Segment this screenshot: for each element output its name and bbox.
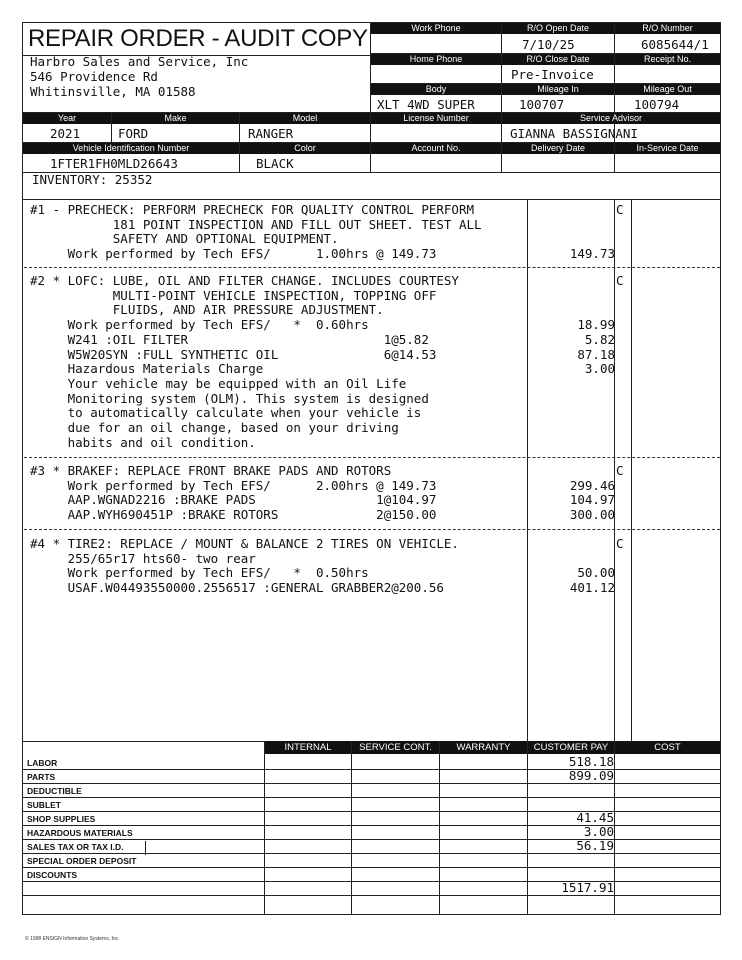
totals-row-divider — [22, 895, 720, 896]
job-line: to automatically calculate when your vehicle is — [30, 405, 422, 421]
col-warranty-header: WARRANTY — [440, 741, 527, 754]
ro-open-date-value: 7/10/25 — [522, 37, 575, 52]
job-line-amount: 104.97 — [569, 492, 615, 508]
job-line-amount: 50.00 — [577, 565, 615, 581]
job-line-amount: 300.00 — [569, 507, 615, 523]
ro-open-date-label: R/O Open Date — [502, 23, 614, 34]
job-line: MULTI-POINT VEHICLE INSPECTION, TOPPING OFF — [30, 287, 437, 303]
work-phone-label: Work Phone — [371, 23, 501, 34]
job-line: #2 * LOFC: LUBE, OIL AND FILTER CHANGE. INCLUDES COURTESY — [30, 273, 459, 288]
job-line: AAP.WGNAD2216 :BRAKE PADS 1@104.97 — [30, 492, 437, 508]
job-line-amount: 3.00 — [584, 361, 615, 377]
totals-row-label: HAZARDOUS MATERIALS — [27, 828, 133, 838]
inventory-number: INVENTORY: 25352 — [32, 172, 153, 187]
totals-row-divider — [22, 881, 720, 882]
service-advisor-value: GIANNA BASSIGNANI — [510, 126, 638, 141]
totals-customer-pay-value: 41.45 — [576, 810, 614, 825]
job-line: 181 POINT INSPECTION AND FILL OUT SHEET. TEST ALL — [30, 216, 482, 232]
job-line: Hazardous Materials Charge — [30, 361, 264, 377]
dealer-address-line1: 546 Providence Rd — [30, 69, 158, 84]
make-value: FORD — [118, 126, 149, 141]
job-line-amount: 401.12 — [569, 580, 615, 596]
totals-customer-pay-value: 1517.91 — [561, 880, 614, 895]
job-line-amount: 18.99 — [577, 317, 615, 333]
totals-row-label: DISCOUNTS — [27, 870, 78, 880]
in-service-date-label: In-Service Date — [615, 143, 720, 154]
job-line: #1 - PRECHECK: PERFORM PRECHECK FOR QUALITY CONTROL PERFORM — [30, 202, 475, 217]
color-value: BLACK — [256, 156, 294, 171]
totals-row-label: PARTS — [27, 772, 56, 782]
model-value: RANGER — [248, 126, 294, 141]
totals-row-divider — [22, 783, 720, 784]
job-line: USAF.W04493550000.2556517 :GENERAL GRABBER2@200.56 — [30, 580, 444, 596]
job-status-code: C — [616, 463, 624, 478]
vin-label: Vehicle Identification Number — [23, 143, 239, 154]
mileage-out-value: 100794 — [634, 97, 680, 112]
year-value: 2021 — [50, 126, 81, 141]
totals-customer-pay-value: 899.09 — [568, 768, 614, 783]
col-customer-pay-header: CUSTOMER PAY — [528, 741, 614, 754]
ro-close-date-label: R/O Close Date — [502, 54, 614, 65]
totals-customer-pay-value: 56.19 — [576, 838, 614, 853]
job-line: Work performed by Tech EFS/ 1.00hrs @ 149.73 — [30, 246, 437, 262]
make-label: Make — [112, 113, 239, 124]
job-line-amount: 299.46 — [569, 477, 615, 493]
model-label: Model — [240, 113, 370, 124]
job-line: Your vehicle may be equipped with an Oil Life — [30, 375, 407, 391]
job-status-code: C — [616, 536, 624, 551]
license-number-label: License Number — [371, 113, 501, 124]
color-label: Color — [240, 143, 370, 154]
vin-value: 1FTER1FH0MLD26643 — [50, 156, 178, 171]
ro-number-label: R/O Number — [615, 23, 720, 34]
job-line: Work performed by Tech EFS/ * 0.50hrs — [30, 565, 369, 581]
job-line: W5W20SYN :FULL SYNTHETIC OIL 6@14.53 — [30, 346, 437, 362]
year-label: Year — [23, 113, 111, 124]
job-status-code: C — [616, 273, 624, 288]
totals-row-divider — [22, 811, 720, 812]
totals-row-label: SUBLET — [27, 800, 61, 810]
job-line: W241 :OIL FILTER 1@5.82 — [30, 331, 429, 347]
dealer-name: Harbro Sales and Service, Inc — [30, 54, 249, 69]
mileage-in-label: Mileage In — [502, 84, 614, 95]
totals-customer-pay-value: 3.00 — [583, 824, 614, 839]
totals-row-label: SALES TAX OR TAX I.D. — [27, 842, 124, 852]
mileage-in-value: 100707 — [519, 97, 565, 112]
totals-row-label: SHOP SUPPLIES — [27, 814, 96, 824]
account-no-label: Account No. — [371, 143, 501, 154]
job-line: due for an oil change, based on your driving — [30, 420, 399, 435]
col-cost-header: COST — [615, 741, 720, 754]
service-advisor-label: Service Advisor — [502, 113, 720, 124]
col-service-contract-header: SERVICE CONT. — [352, 741, 439, 754]
job-line-amount: 149.73 — [569, 246, 615, 262]
job-line-amount: 87.18 — [577, 346, 615, 362]
totals-row-label: SPECIAL ORDER DEPOSIT — [27, 856, 137, 866]
job-line-amount: 5.82 — [584, 331, 615, 347]
totals-row-divider — [22, 797, 720, 798]
job-line: SAFETY AND OPTIONAL EQUIPMENT. — [30, 231, 339, 247]
job-line: 255/65r17 hts60- two rear — [30, 550, 256, 566]
totals-customer-pay-value: 518.18 — [568, 754, 614, 769]
totals-row-label: DEDUCTIBLE — [27, 786, 82, 796]
job-line: AAP.WYH690451P :BRAKE ROTORS 2@150.00 — [30, 507, 437, 523]
job-line: Work performed by Tech EFS/ * 0.60hrs — [30, 317, 369, 333]
delivery-date-label: Delivery Date — [502, 143, 614, 154]
body-label: Body — [371, 84, 501, 95]
job-status-code: C — [616, 202, 624, 217]
job-line: #3 * BRAKEF: REPLACE FRONT BRAKE PADS AND ROTORS — [30, 463, 392, 478]
mileage-out-label: Mileage Out — [615, 84, 720, 95]
totals-row-label: LABOR — [27, 758, 58, 768]
body-value: XLT 4WD SUPER — [377, 97, 475, 112]
home-phone-label: Home Phone — [371, 54, 501, 65]
copyright-footer: © 1998 ENSIGN Information Systems, Inc. — [25, 936, 120, 942]
col-internal-header: INTERNAL — [265, 741, 351, 754]
job-line: FLUIDS, AND AIR PRESSURE ADJUSTMENT. — [30, 302, 384, 318]
job-line: #4 * TIRE2: REPLACE / MOUNT & BALANCE 2 TIRES ON VEHICLE. — [30, 536, 459, 551]
totals-row-divider — [22, 769, 720, 770]
ro-close-date-value: Pre-Invoice — [511, 67, 594, 82]
job-line: Work performed by Tech EFS/ 2.00hrs @ 149.73 — [30, 477, 437, 493]
document-title: REPAIR ORDER - AUDIT COPY — [28, 25, 368, 52]
receipt-no-label: Receipt No. — [615, 54, 720, 65]
ro-number-value: 6085644/1 — [641, 37, 709, 52]
dealer-address-line2: Whitinsville, MA 01588 — [30, 84, 196, 99]
job-line: habits and oil condition. — [30, 434, 256, 450]
job-line: Monitoring system (OLM). This system is designed — [30, 390, 429, 406]
